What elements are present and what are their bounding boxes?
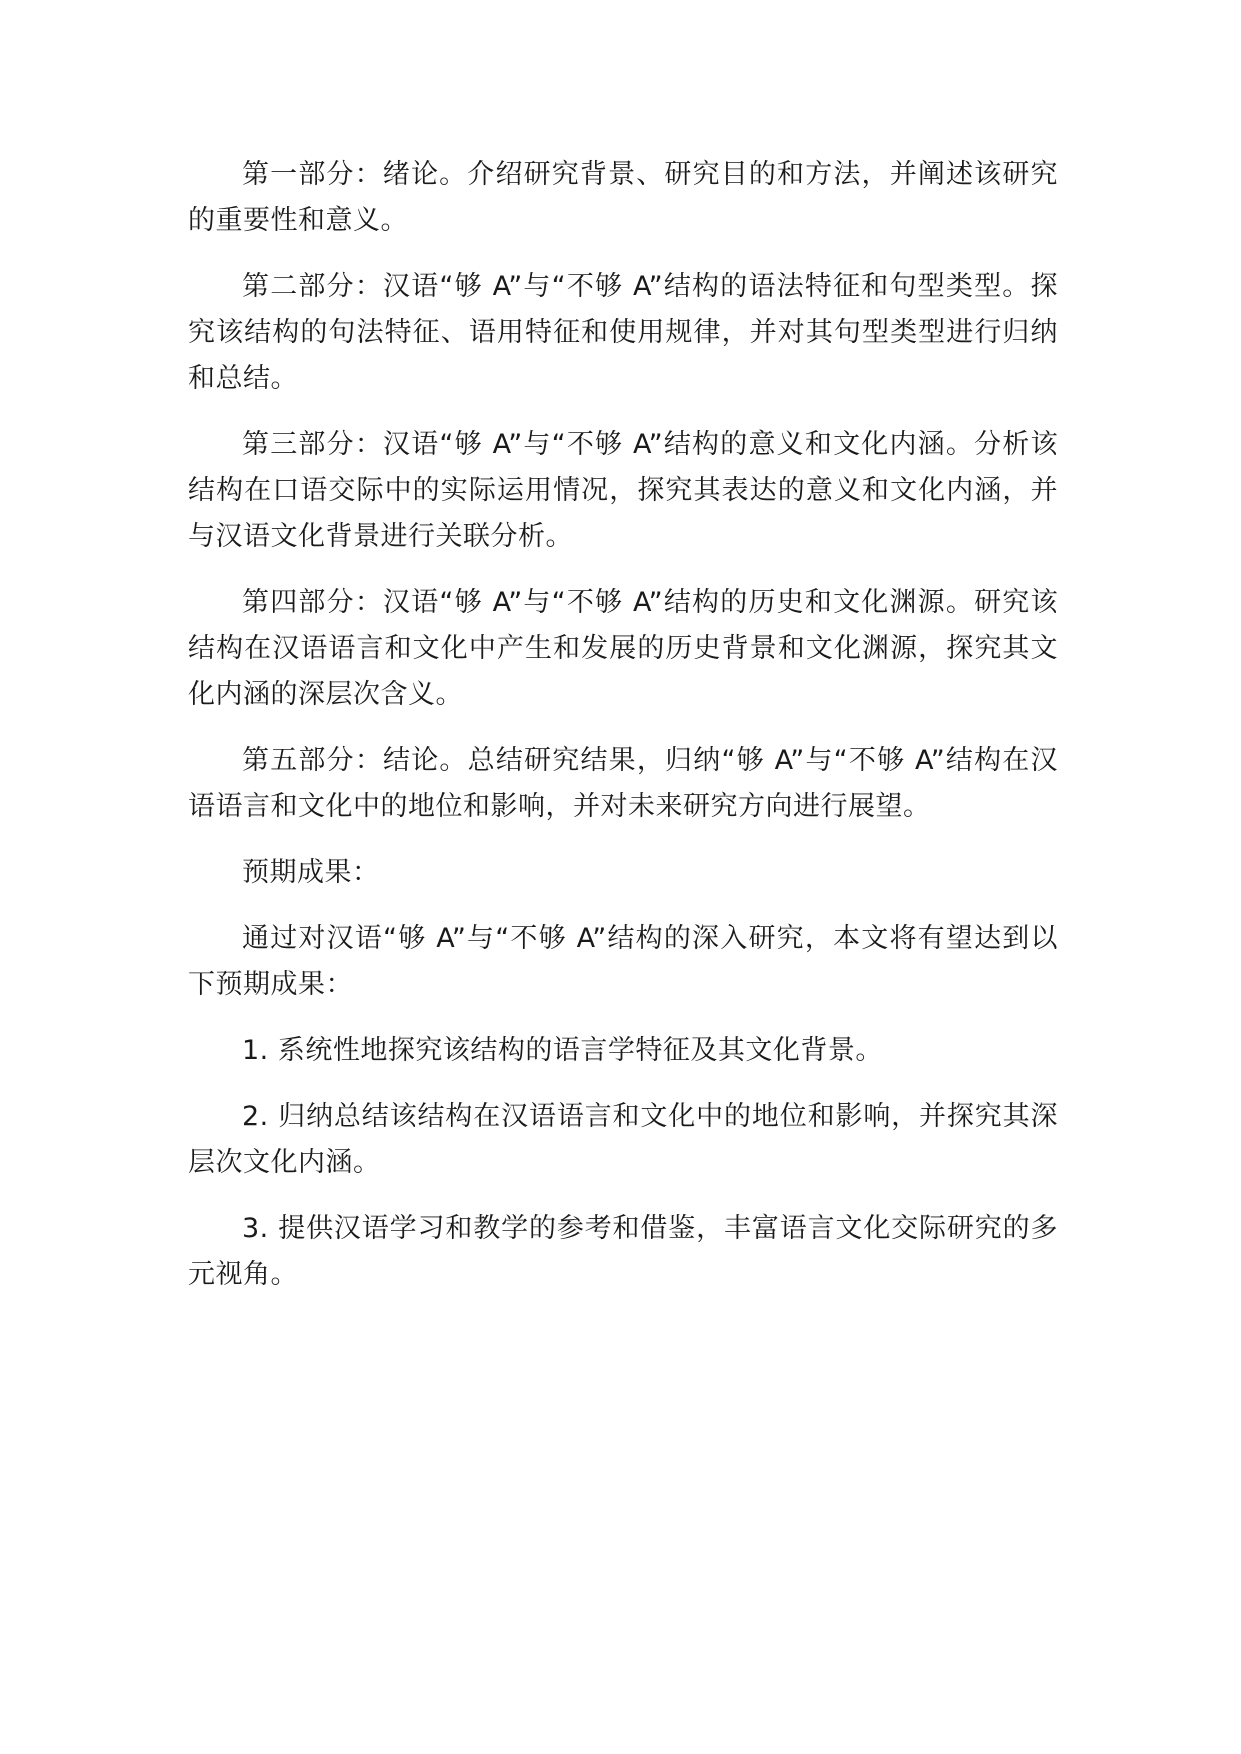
expected-result-item-1: 1. 系统性地探究该结构的语言学特征及其文化背景。 <box>242 1035 883 1066</box>
paragraph-part-one: 第一部分：绪论。介绍研究背景、研究目的和方法，并阐述该研究的重要性和意义。 <box>188 159 1058 236</box>
paragraph-part-two: 第二部分：汉语“够 A”与“不够 A”结构的语法特征和句型类型。探究该结构的句法特征、语用特征和使用规律，并对其句型类型进行归纳和总结。 <box>188 271 1058 394</box>
paragraph-part-three: 第三部分：汉语“够 A”与“不够 A”结构的意义和文化内涵。分析该结构在口语交际中的实际运用情况，探究其表达的意义和文化内涵，并与汉语文化背景进行关联分析。 <box>188 429 1058 552</box>
paragraph-part-four: 第四部分：汉语“够 A”与“不够 A”结构的历史和文化渊源。研究该结构在汉语语言和文化中产生和发展的历史背景和文化渊源，探究其文化内涵的深层次含义。 <box>188 587 1058 710</box>
expected-result-item-3: 3. 提供汉语学习和教学的参考和借鉴，丰富语言文化交际研究的多元视角。 <box>188 1213 1058 1290</box>
expected-results-intro: 通过对汉语“够 A”与“不够 A”结构的深入研究，本文将有望达到以下预期成果： <box>188 923 1058 1000</box>
expected-results-heading: 预期成果： <box>242 857 380 888</box>
document-body <box>188 152 1058 1318</box>
expected-result-item-2: 2. 归纳总结该结构在汉语语言和文化中的地位和影响，并探究其深层次文化内涵。 <box>188 1101 1058 1178</box>
paragraph-part-five: 第五部分：结论。总结研究结果，归纳“够 A”与“不够 A”结构在汉语语言和文化中的地位和影响，并对未来研究方向进行展望。 <box>188 745 1058 822</box>
